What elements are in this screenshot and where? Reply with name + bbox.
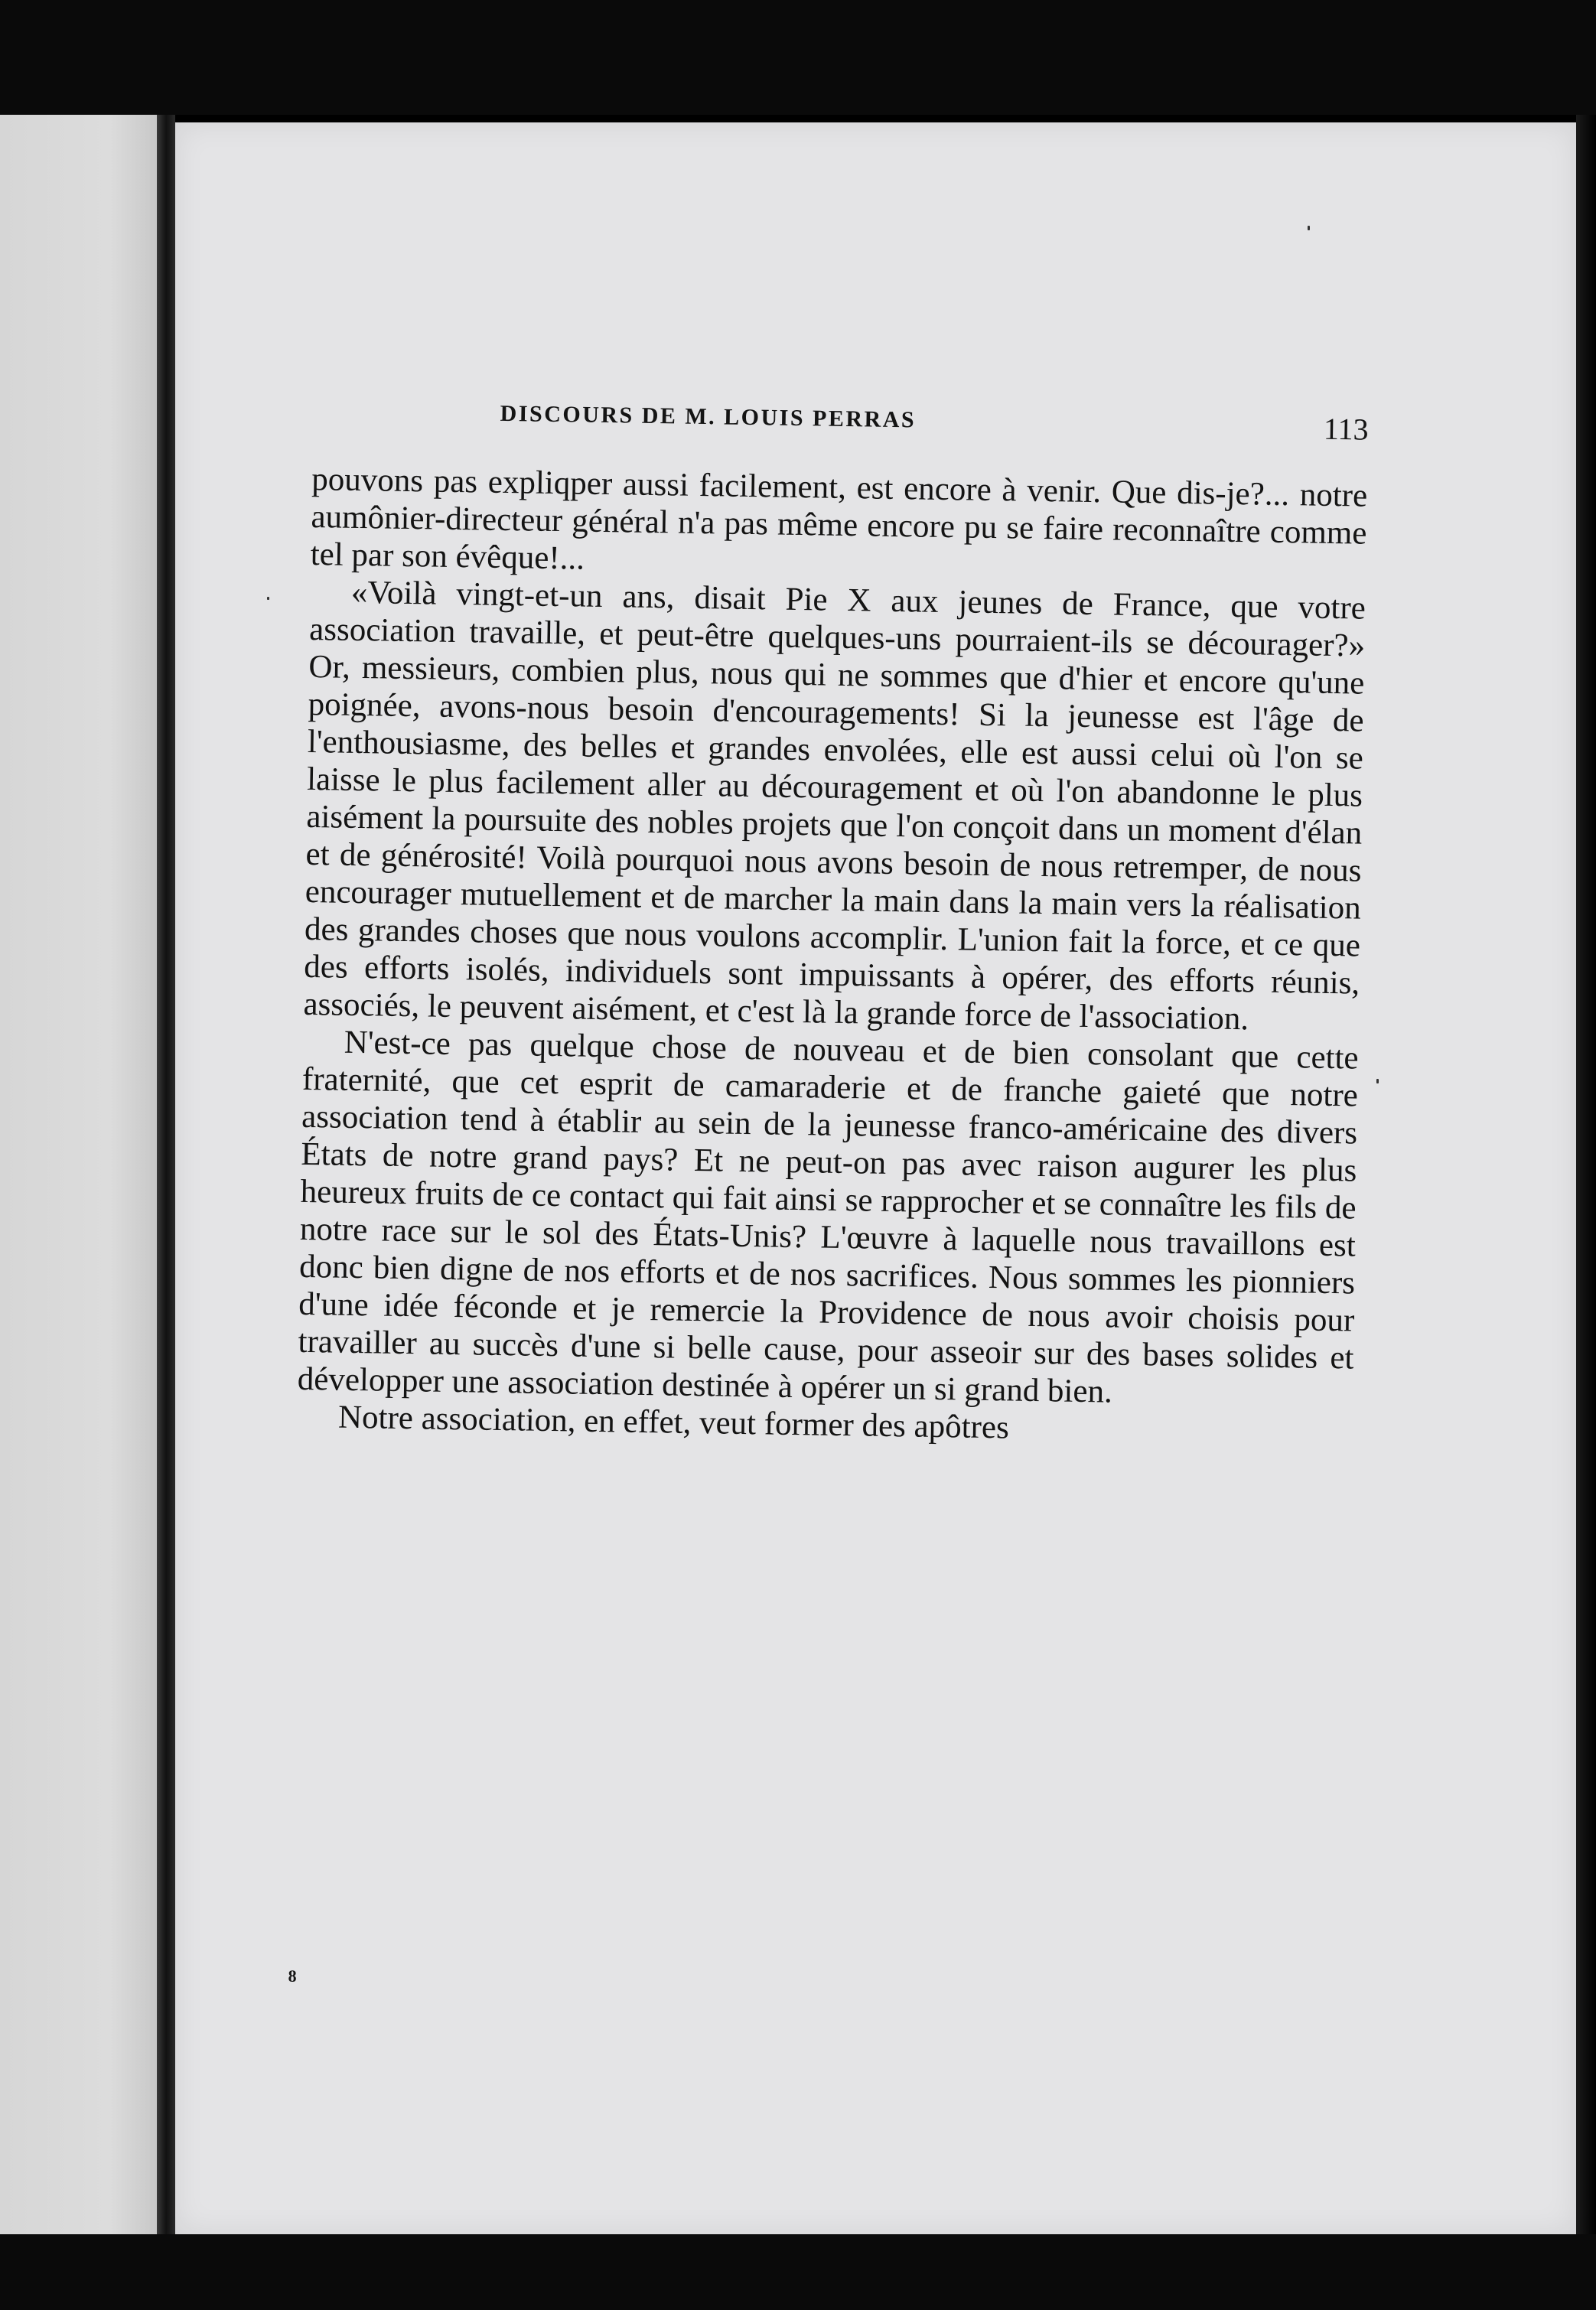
page-number: 113 (1323, 411, 1369, 447)
facing-page-edge (0, 115, 157, 2234)
signature-mark: 8 (288, 1966, 297, 1986)
paragraph: pouvons pas expliqper aussi facilement, est encore à venir. Que dis-je?... notre aumônier-directeur général n'a pas même encore pu se faire reconnaître comme tel par son évêque!... (310, 461, 1368, 577)
page-content (288, 398, 1369, 1986)
scan-bottom-border (0, 2234, 1596, 2310)
scan-speck (267, 597, 269, 600)
paragraph: «Voilà vingt-et-un ans, disait Pie X aux jeunes de France, que votre association travaille, et peut-être quelques-uns pourraient-ils se décourager?» Or, messieurs, combien plus, nous qui ne sommes que d'hier et encore qu'une poignée, avons-nous besoin d'encouragements! Si la jeunesse est l'âge de l'enthousiasme, des belles et grandes envolées, elle est aussi celui où l'on se laisse le plus facilement aller au découragement et où l'on abandonne le plus aisément la poursuite des nobles projets que l'on conçoit dans un moment d'élan et de générosité! Voilà pourquoi nous avons besoin de nous retremper, de nous encourager mutuellement et de marcher la main dans la main vers la réalisation des grandes choses que nous voulons accomplir. L'union fait la force, et ce que des efforts isolés, individuels sont impuissants à opérer, des efforts réunis, associés, le peuvent aisément, et c'est là la grande force de l'association. (303, 574, 1366, 1038)
body-text (297, 461, 1368, 1452)
book-page (175, 122, 1576, 2234)
scan-speck (1376, 1079, 1379, 1083)
scan-right-border (1576, 115, 1596, 2234)
running-title: DISCOURS DE M. LOUIS PERRAS (500, 400, 917, 433)
running-head (312, 398, 1369, 461)
book-gutter (157, 115, 175, 2234)
paragraph: N'est-ce pas quelque chose de nouveau et de bien consolant que cette fraternité, que cet esprit de camaraderie et de franche gaieté que notre association tend à établir au sein de la jeunesse franco-américaine des divers États de notre grand pays? Et ne peut-on pas avec raison augurer les plus heureux fruits de ce contact qui fait ainsi se rapprocher et se connaître les fils de notre race sur le sol des États-Unis? L'œuvre à laquelle nous travaillons est donc bien digne de nos efforts et de nos sacrifices. Nous sommes les pionniers d'une idée féconde et je remercie la Providence de nous avoir choisis pour travailler au succès d'une si belle cause, pour asseoir sur des bases solides et développer une association destinée à opérer un si grand bien. (297, 1024, 1359, 1410)
paragraph: Notre association, en effet, veut former des apôtres (337, 1399, 1010, 1446)
scan-speck (1308, 226, 1310, 230)
scan-top-border (0, 0, 1596, 115)
